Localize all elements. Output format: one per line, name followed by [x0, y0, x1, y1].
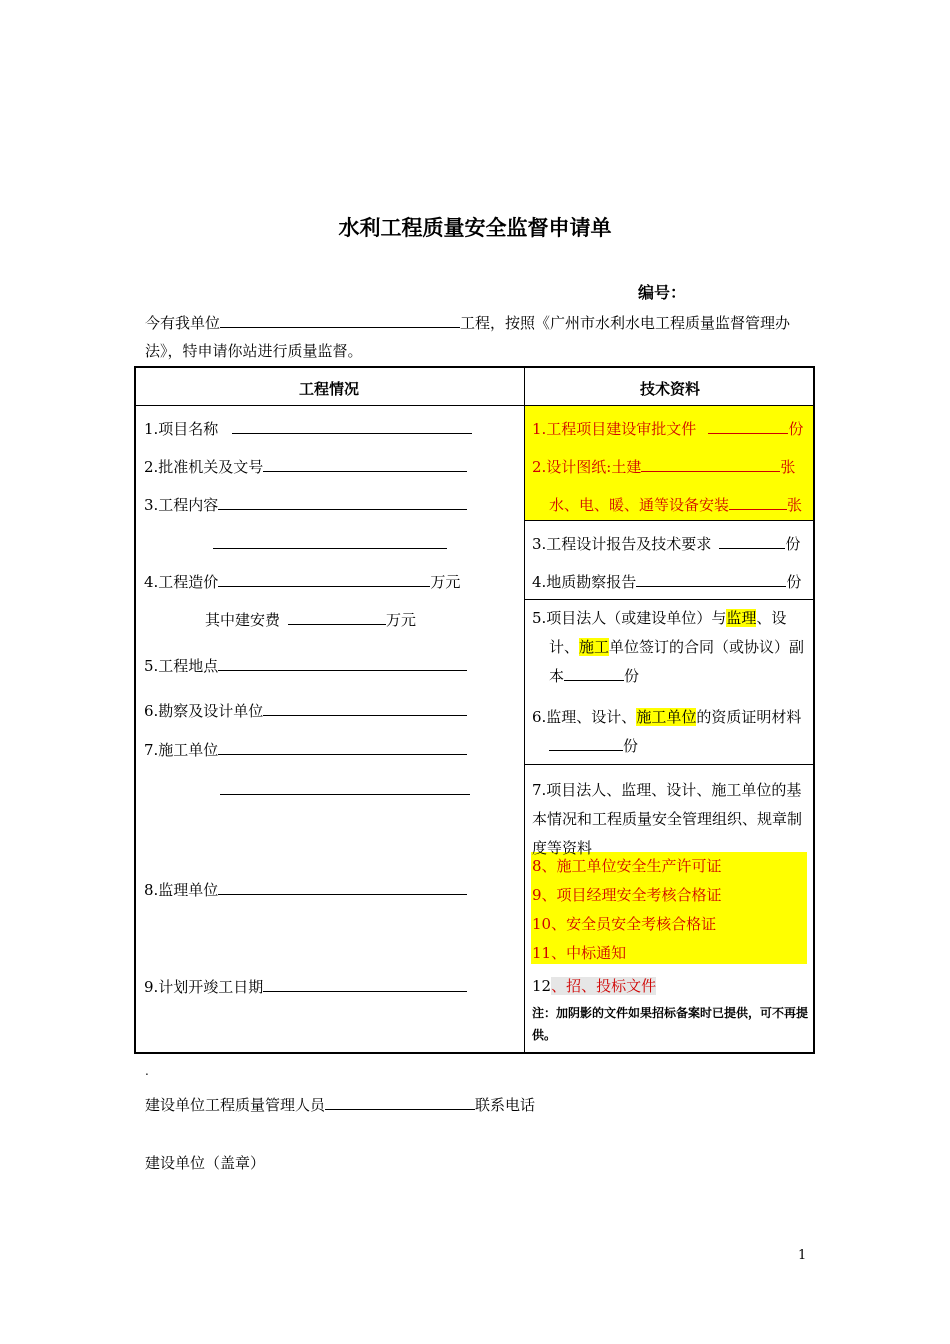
project-name-row	[144, 418, 472, 439]
install-cost-unit: 万元	[386, 611, 417, 629]
doc-item-2b-unit: 张	[787, 496, 803, 514]
unit-name-blank	[220, 312, 460, 328]
serial-number-label: 编号：	[638, 283, 687, 302]
doc-item-6-text-c: 的资质证明材料	[696, 708, 802, 726]
doc-item-5	[532, 607, 786, 628]
doc-item-6-text-a: 6.监理、设计、	[532, 708, 637, 726]
doc-item-7: 7.项目法人、监理、设计、施工单位的基本情况和工程质量安全管理组织、规章制度等资料	[532, 781, 803, 857]
doc-item-1-unit: 份	[788, 420, 804, 438]
doc-item-5-text-a: 5.项目法人（或建设单位）与	[532, 609, 727, 627]
doc-item-12	[532, 975, 656, 996]
manager-label: 建设单位工程质量管理人员	[145, 1096, 326, 1114]
doc-item-2	[532, 456, 795, 477]
survey-design-blank	[263, 700, 467, 716]
application-table	[134, 366, 815, 1054]
doc-item-2b-label: 水、电、暖、通等设备安装	[549, 496, 730, 514]
doc-item-2-blank	[641, 456, 780, 472]
doc-item-1-blank	[708, 418, 788, 434]
right-row-divider-2	[524, 599, 813, 600]
doc-item-5-line2	[549, 636, 804, 657]
construction-label: 7.施工单位	[144, 741, 219, 759]
intro-text-2: 工程，按照《广州市水利水电工程质量监督管	[460, 314, 761, 332]
construction-row	[144, 739, 467, 760]
manager-row	[145, 1094, 535, 1115]
doc-item-12-number: 12	[532, 977, 552, 995]
doc-item-2b	[549, 494, 802, 515]
doc-item-1-label: 1.工程项目建设审批文件	[532, 420, 697, 438]
doc-item-3-label: 3.工程设计报告及技术要求	[532, 535, 712, 553]
content-blank-2	[213, 533, 447, 549]
separator-dot: .	[145, 1064, 149, 1078]
right-row-divider-3	[524, 764, 813, 765]
doc-item-11: 11、中标通知	[532, 944, 627, 962]
doc-item-5-highlight-construction: 施工	[579, 638, 610, 656]
doc-item-3-unit: 份	[785, 535, 801, 553]
supervision-row	[144, 879, 467, 900]
doc-item-6-highlight: 施工单位	[636, 708, 697, 726]
doc-item-5-blank	[564, 665, 624, 681]
location-blank	[218, 655, 467, 671]
doc-item-5-text-f: 单位签订的合同（或协议）副	[609, 638, 805, 656]
supervision-blank	[218, 879, 467, 895]
intro-text-1: 今有我单位	[145, 314, 221, 332]
manager-blank	[325, 1094, 475, 1110]
install-cost-row	[205, 609, 416, 630]
content-row	[144, 494, 467, 515]
doc-item-3-blank	[719, 533, 785, 549]
project-name-blank	[232, 418, 472, 434]
page-title: 水利工程质量安全监督申请单	[338, 216, 612, 240]
doc-item-9: 9、项目经理安全考核合格证	[532, 886, 722, 904]
doc-item-6-blank	[549, 735, 623, 751]
doc-item-3	[532, 533, 800, 554]
doc-item-5-highlight-supervision: 监理	[726, 609, 757, 627]
approval-row	[144, 456, 467, 477]
doc-item-5-line3	[549, 665, 639, 686]
cost-blank	[218, 571, 430, 587]
doc-item-10: 10、安全员安全考核合格证	[532, 915, 717, 933]
doc-item-4-blank	[636, 571, 786, 587]
doc-item-1	[532, 418, 803, 439]
doc-item-2b-blank	[729, 494, 787, 510]
schedule-row	[144, 976, 467, 997]
shaded-files-note: 注：加阴影的文件如果招标备案时已提供，可不再提供。	[532, 1006, 809, 1042]
doc-item-5-text-d: 计、	[549, 638, 580, 656]
doc-item-5-unit: 份	[624, 667, 640, 685]
right-column-header: 技术资料	[640, 380, 701, 398]
survey-design-label: 6.勘察及设计单位	[144, 702, 264, 720]
intro-text-3: 理办法》，特申请你站进行质量监督。	[145, 314, 791, 360]
doc-item-2-label: 2.设计图纸:土建	[532, 458, 642, 476]
cost-row	[144, 571, 460, 592]
phone-label: 联系电话	[475, 1096, 536, 1114]
doc-item-2-unit: 张	[780, 458, 796, 476]
schedule-blank	[263, 976, 467, 992]
supervision-label: 8.监理单位	[144, 881, 219, 899]
doc-item-4	[532, 571, 801, 592]
doc-item-4-unit: 份	[786, 573, 802, 591]
doc-item-12-label: 、招、投标文件	[551, 977, 657, 995]
content-blank	[218, 494, 467, 510]
survey-design-row	[144, 700, 467, 721]
content-row-2	[213, 533, 447, 553]
install-cost-blank	[288, 609, 386, 625]
right-row-divider-1	[524, 520, 813, 521]
page-number: 1	[798, 1248, 807, 1263]
seal-label: 建设单位（盖章）	[145, 1154, 266, 1172]
doc-item-6-line2	[549, 735, 638, 756]
cost-label: 4.工程造价	[144, 573, 219, 591]
doc-item-6	[532, 706, 801, 727]
content-label: 3.工程内容	[144, 496, 219, 514]
construction-blank-2	[220, 779, 470, 795]
construction-blank	[218, 739, 467, 755]
doc-item-5-text-g: 本	[549, 667, 565, 685]
project-name-label: 1.项目名称	[144, 420, 219, 438]
location-row	[144, 655, 467, 676]
doc-item-4-label: 4.地质勘察报告	[532, 573, 637, 591]
intro-paragraph	[145, 309, 810, 365]
construction-row-2	[220, 779, 470, 799]
doc-item-6-unit: 份	[623, 737, 639, 755]
location-label: 5.工程地点	[144, 657, 219, 675]
approval-label: 2.批准机关及文号	[144, 458, 264, 476]
schedule-label: 9.计划开竣工日期	[144, 978, 264, 996]
approval-blank	[263, 456, 467, 472]
install-cost-label: 其中建安费	[205, 611, 281, 629]
left-column-header: 工程情况	[299, 380, 360, 398]
cost-unit: 万元	[430, 573, 461, 591]
doc-item-5-text-c: 、设	[756, 609, 787, 627]
doc-item-8: 8、施工单位安全生产许可证	[532, 857, 722, 875]
